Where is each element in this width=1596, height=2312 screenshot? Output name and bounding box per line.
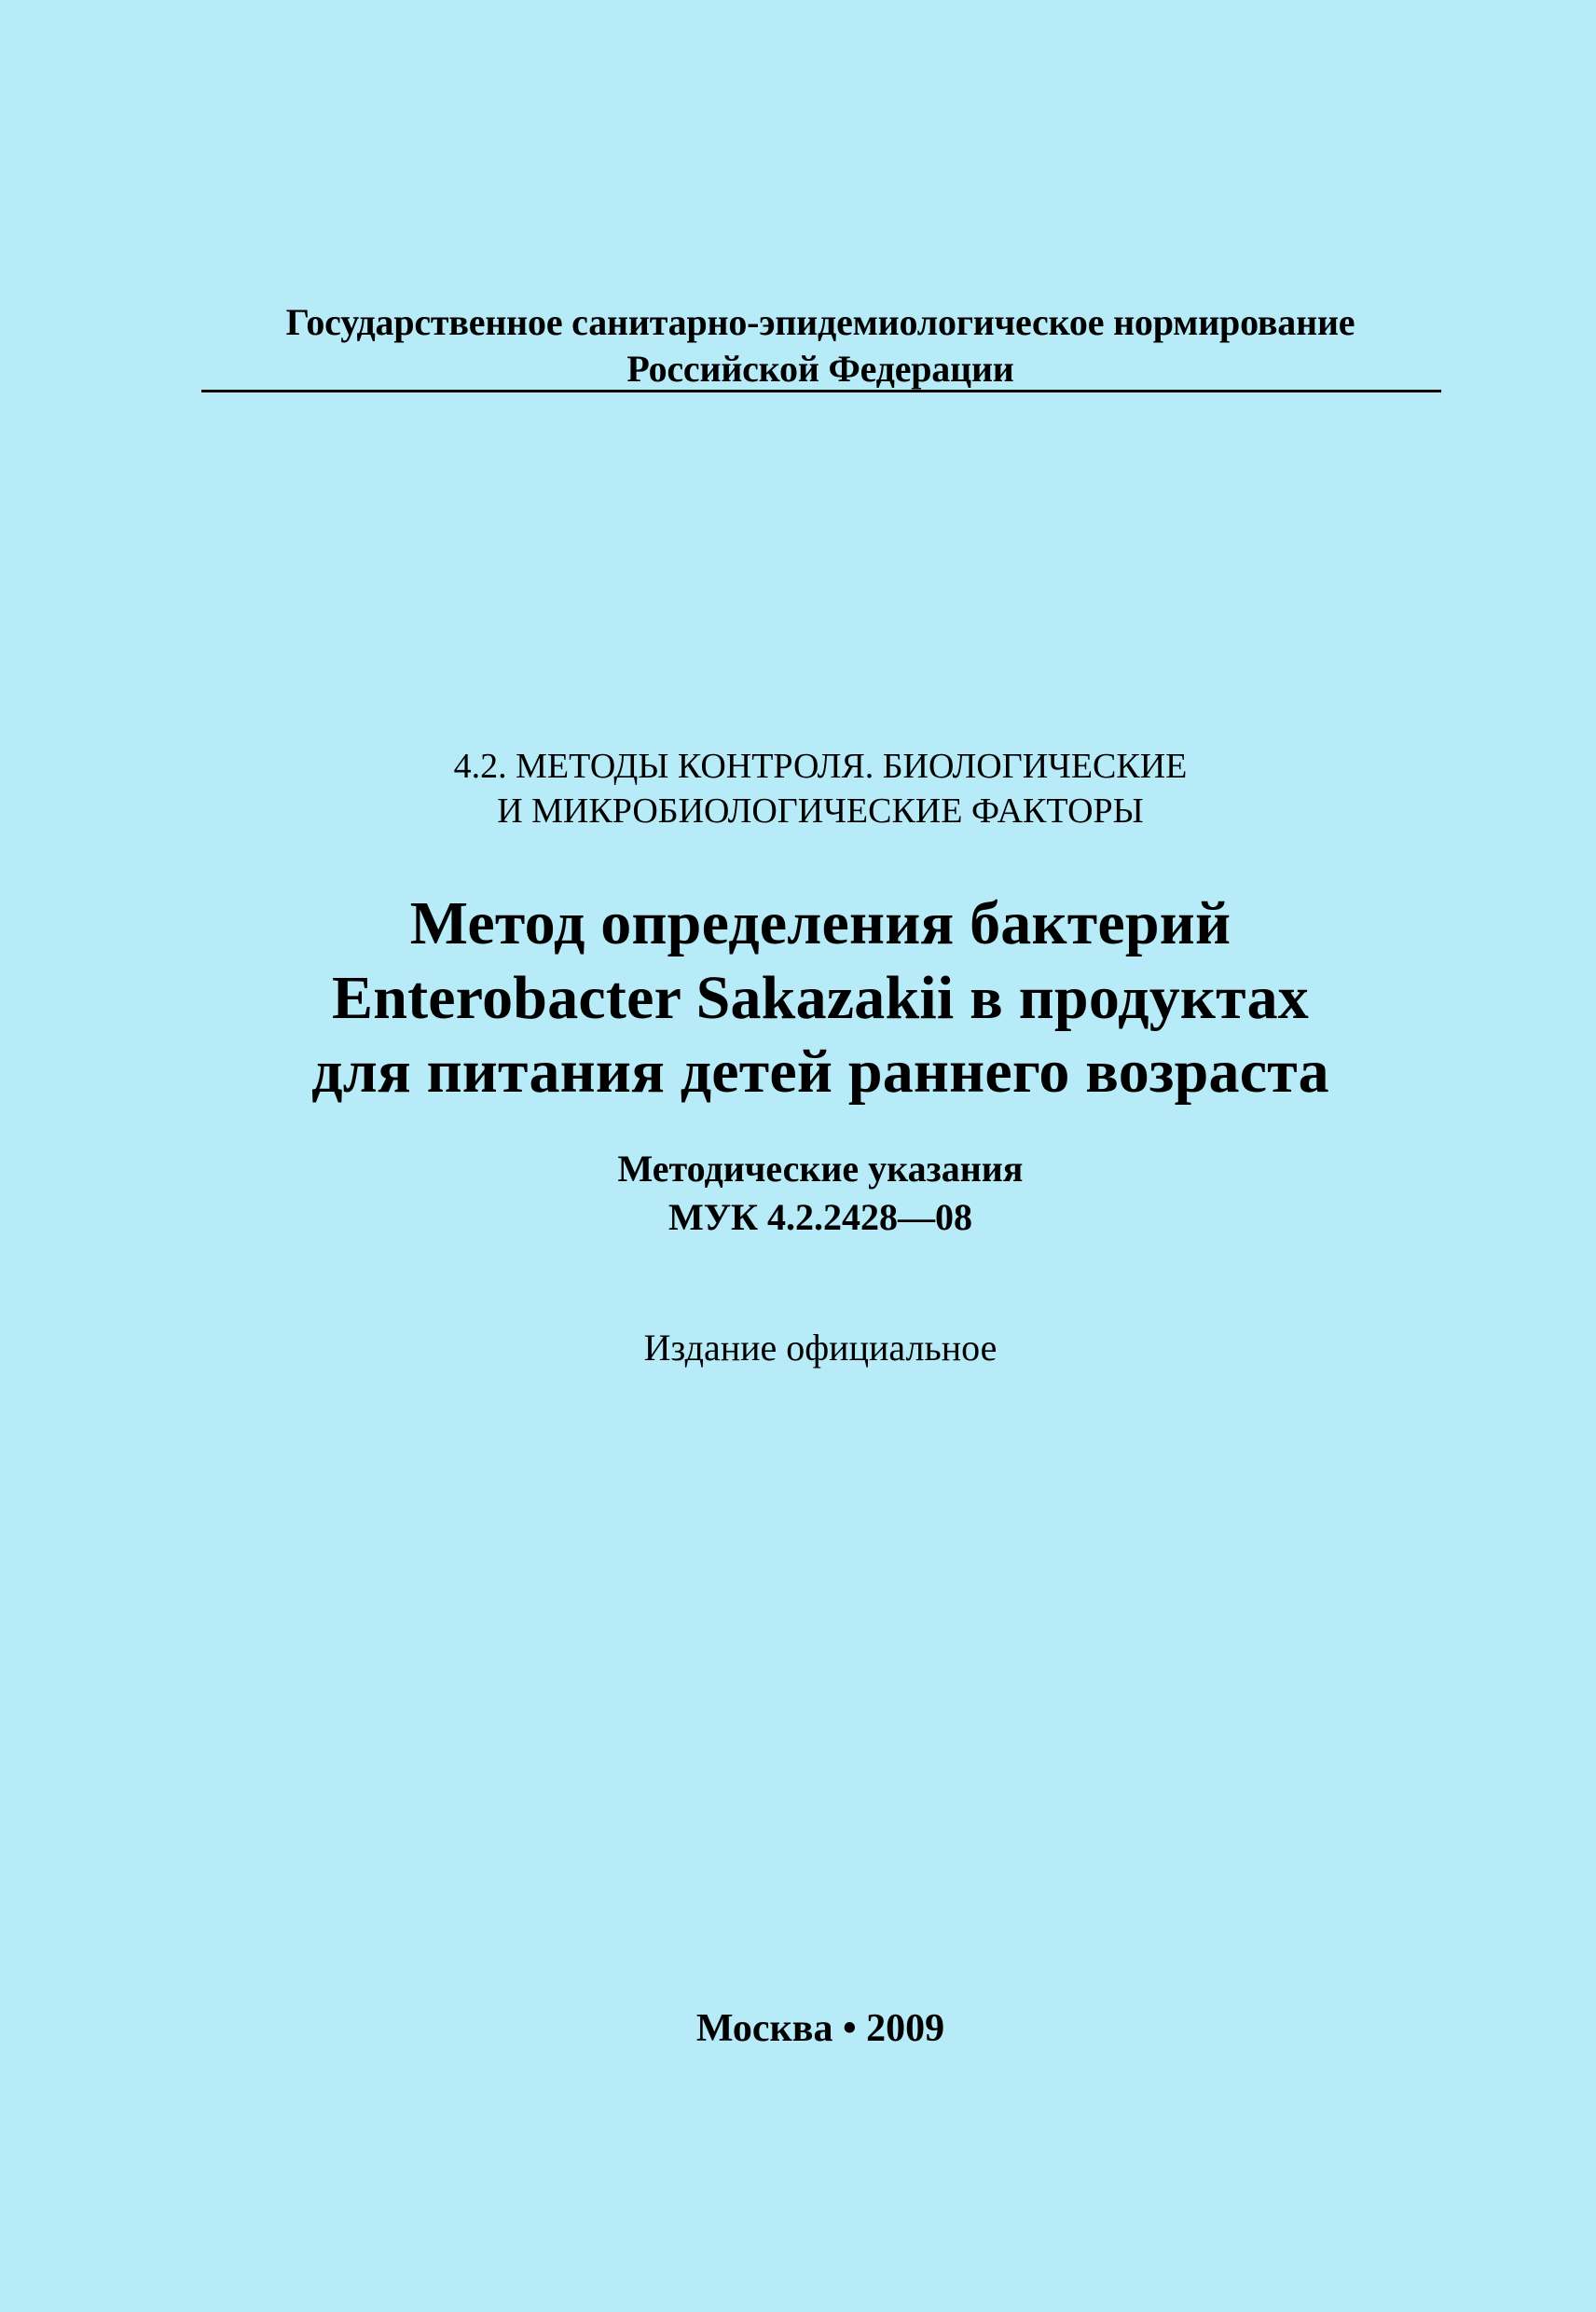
header-divider [201,390,1441,392]
document-title-line-1: Метод определения бактерий [409,889,1231,957]
publication-place-year: Москва • 2009 [695,2007,945,2050]
series-heading-line-1: 4.2. МЕТОДЫ КОНТРОЛЯ. БИОЛОГИЧЕСКИЕ [453,747,1188,786]
issuing-system-line-1: Государственное санитарно-эпидемиологическое нормирование [285,301,1355,343]
document-code: МУК 4.2.2428—08 [667,1196,973,1238]
issuing-system-line-2: Российской Федерации [626,348,1014,390]
series-heading-line-2: И МИКРОБИОЛОГИЧЕСКИЕ ФАКТОРЫ [497,791,1144,831]
document-type: Методические указания [617,1148,1024,1190]
document-title-line-2: Enterobacter Sakazakii в продуктах [332,964,1309,1032]
document-title-line-3: для питания детей раннего возраста [311,1038,1329,1106]
edition-note: Издание официальное [643,1327,998,1369]
